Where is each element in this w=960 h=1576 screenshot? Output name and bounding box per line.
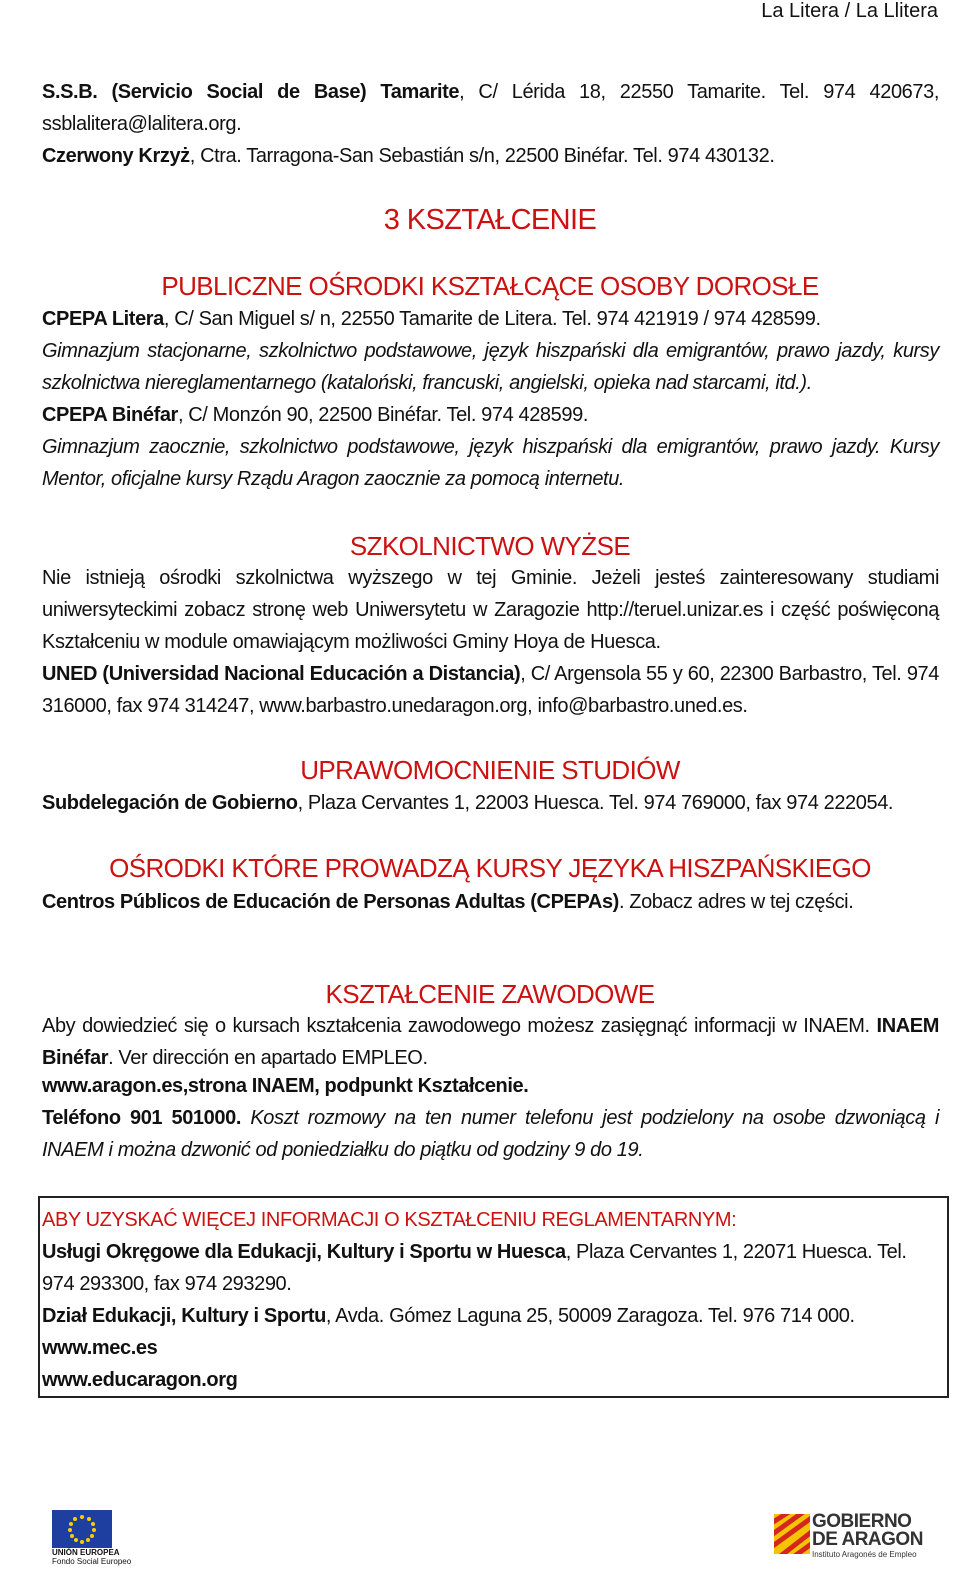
mec-link[interactable]: www.mec.es [42,1337,158,1359]
cpepa-binefar-details: , C/ Monzón 90, 22500 Binéfar. Tel. 974 428599. [177,404,588,426]
cruz-entry [42,140,939,172]
subdelegacion-entry [42,787,939,819]
inaem-phone: Teléfono 901 501000. [42,1107,241,1129]
aragon-flag-icon [774,1514,810,1554]
cpepa-binefar-name: CPEPA Binéfar [42,404,178,426]
higher-education-text: Nie istnieją ośrodki szkolnictwa wyższego w tej Gminie. Jeżeli jesteś zainteresowany studiami uniwersyteckimi zobacz stronę web Uniwersytetu w Zaragozie http://teruel.unizar.es i część poświęconą Kształceniu w module omawiającym możliwości Gminy Hoya de Huesca. [42,567,939,653]
uned-details: , C/ Argensola 55 y 60, 22300 Barbastro, Tel. 974 316000, fax 974 314247, www.barbastro.unedaragon.org, info@barbastro.uned.es. [42,663,939,717]
public-centers-heading: PUBLICZNE OŚRODKI KSZTAŁCĄCE OSOBY DOROSŁE [161,271,819,301]
eu-label-2: Fondo Social Europeo [52,1557,132,1566]
inaem-binefar-name: INAEM Binéfar [42,1015,939,1069]
vocational-text: Aby dowiedzieć się o kursach kształcenia zawodowego możesz zasięgnąć informacji w INAEM. [42,1015,870,1037]
uned-entry [42,658,939,722]
cpepa-litera-name: CPEPA Litera [42,308,164,330]
cpepas-entry [42,886,939,918]
zaragoza-department-entry [42,1300,942,1332]
vocational-heading: KSZTAŁCENIE ZAWODOWE [325,979,655,1009]
aragon-label-2: DE ARAGON [812,1529,923,1550]
validation-heading: UPRAWOMOCNIENIE STUDIÓW [300,755,680,785]
inaem-binefar-details: . Ver dirección en apartado EMPLEO. [108,1047,428,1069]
zaragoza-department-name: Dział Edukacji, Kultury i Sportu [42,1305,326,1327]
validation-block [42,787,939,819]
cpepa-litera-desc: Gimnazjum stacjonarne, szkolnictwo podstawowe, język hiszpański dla emigrantów, prawo jazdy, kursy szkolnictwa niereglamentarnego (kataloński, francuski, angielski, opieka nad starcami, itd.). [42,340,939,394]
ssb-details: , C/ Lérida 18, 22550 Tamarite. Tel. 974 420673, ssblalitera@lalitera.org. [42,81,939,135]
uned-name: UNED (Universidad Nacional Educación a Distancia) [42,663,521,685]
educaragon-link-entry [42,1364,942,1396]
more-info-heading: ABY UZYSKAĆ WIĘCEJ INFORMACJI O KSZTAŁCENIU REGLAMENTARNYM: [42,1209,737,1231]
subdelegacion-name: Subdelegación de Gobierno [42,792,298,814]
inaem-web-link[interactable]: www.aragon.es,strona INAEM, podpunkt Kształcenie. [42,1075,529,1097]
more-info-content [42,1204,942,1396]
cruz-details: , Ctra. Tarragona-San Sebastián s/n, 22500 Binéfar. Tel. 974 430132. [189,145,775,167]
spanish-courses-heading: OŚRODKI KTÓRE PROWADZĄ KURSY JĘZYKA HISZPAŃSKIEGO [109,853,871,883]
educaragon-link[interactable]: www.educaragon.org [42,1369,238,1391]
intro-block [42,76,939,172]
cpepa-binefar-entry [42,399,939,431]
section-title: 3 KSZTAŁCENIE [383,204,597,236]
page-header-title: La Litera / La Llitera [761,0,938,22]
cpepa-binefar-desc: Gimnazjum zaocznie, szkolnictwo podstawowe, język hiszpański dla emigrantów, prawo jazdy. Kursy Mentor, oficjalne kursy Rządu Aragon zaocznie za pomocą internetu. [42,436,939,490]
mec-link-entry [42,1332,942,1364]
cpepa-litera-entry [42,303,939,335]
inaem-phone-entry [42,1102,939,1166]
ssb-name: S.S.B. (Servicio Social de Base) Tamarite [42,81,460,103]
ssb-entry [42,76,939,140]
higher-education-block [42,562,939,722]
huesca-services-entry [42,1236,942,1300]
huesca-services-name: Usługi Okręgowe dla Edukacji, Kultury i Sportu w Huesca [42,1241,566,1263]
subdelegacion-details: , Plaza Cervantes 1, 22003 Huesca. Tel. 974 769000, fax 974 222054. [297,792,894,814]
eu-logo [48,1508,158,1573]
eu-label-1: UNIÓN EUROPEA [52,1548,120,1557]
aragon-label-1: GOBIERNO [812,1511,912,1532]
aragon-label-3: Instituto Aragonés de Empleo [812,1550,917,1559]
vocational-block [42,1010,939,1166]
public-centers-block [42,303,939,495]
cpepas-details: . Zobacz adres w tej części. [618,891,854,913]
zaragoza-department-details: , Avda. Gómez Laguna 25, 50009 Zaragoza. Tel. 976 714 000. [325,1305,855,1327]
inaem-web-entry [42,1070,939,1102]
huesca-services-details: , Plaza Cervantes 1, 22071 Huesca. Tel. 974 293300, fax 974 293290. [42,1241,907,1295]
spanish-courses-block [42,886,939,918]
cruz-name: Czerwony Krzyż [42,145,190,167]
cpepa-litera-details: , C/ San Miguel s/ n, 22550 Tamarite de Litera. Tel. 974 421919 / 974 428599. [163,308,821,330]
cpepas-name: Centros Públicos de Educación de Personas Adultas (CPEPAs) [42,891,619,913]
higher-education-heading: SZKOLNICTWO WYŻSE [349,531,631,561]
vocational-entry [42,1010,939,1074]
inaem-phone-note: Koszt rozmowy na ten numer telefonu jest podzielony na osobe dzwoniącą i INAEM i można dzwonić od poniedziałku do piątku od godziny 9 do 19. [42,1107,939,1161]
